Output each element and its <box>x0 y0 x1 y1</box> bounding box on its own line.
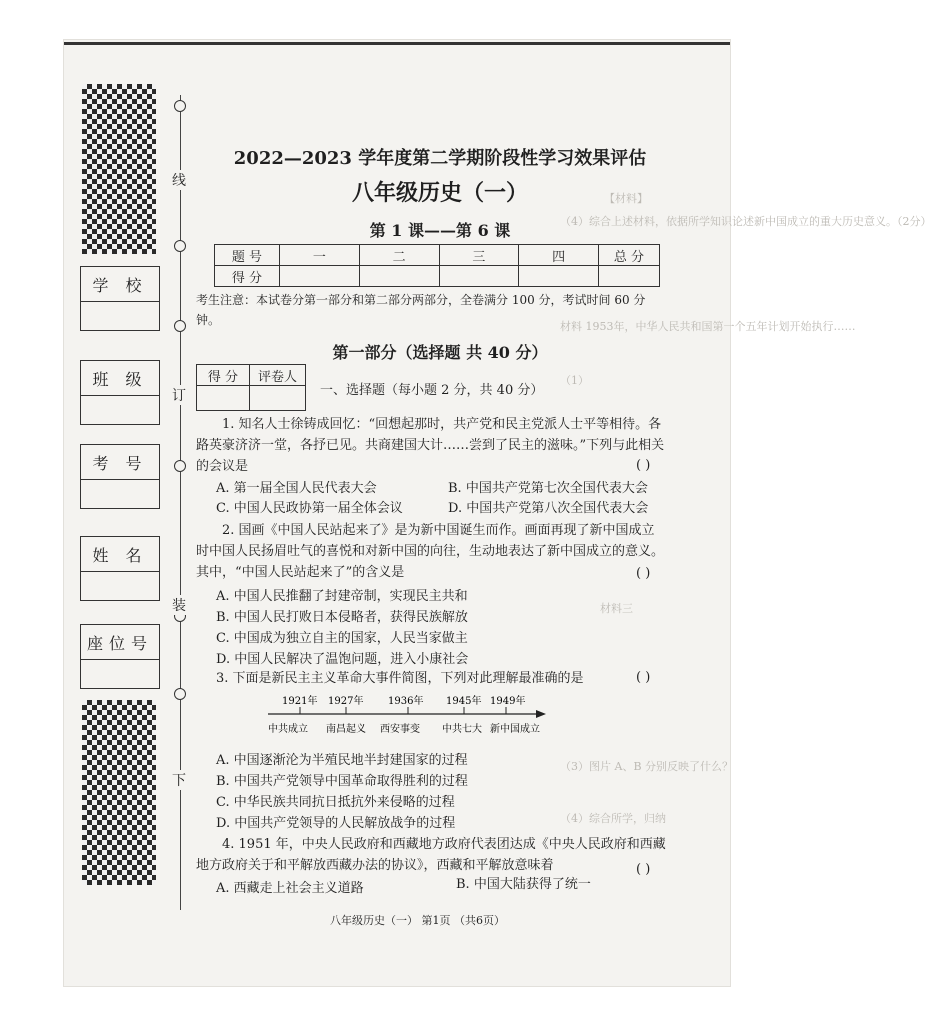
timeline-event: 南昌起义 <box>326 724 366 735</box>
score-row-label: 得 分 <box>215 266 280 287</box>
score-header-cell: 题 号 <box>215 245 280 266</box>
subject-title: 八年级历史（一） <box>351 180 528 206</box>
binding-hole <box>174 460 186 472</box>
q3-option-a[interactable]: A. 中国逐渐沦为半殖民地半封建国家的过程 <box>216 753 468 768</box>
binding-mark-xian: 线 <box>172 170 186 190</box>
score-table <box>214 244 660 287</box>
score-cell[interactable] <box>359 266 439 287</box>
q1-option-b[interactable]: B. 中国共产党第七次全国代表大会 <box>448 481 648 496</box>
binding-hole <box>174 320 186 332</box>
binding-mark-ding: 订 <box>172 385 186 405</box>
timeline-year: 1936年 <box>388 696 424 707</box>
timeline-year: 1945年 <box>446 696 482 707</box>
bleed-text: 材料三 <box>600 602 633 615</box>
bleed-text: 【材料】 <box>604 192 648 205</box>
timeline-year: 1921年 <box>282 696 318 707</box>
q4-option-a[interactable]: A. 西藏走上社会主义道路 <box>216 881 364 896</box>
q4-stem: 4. 1951 年，中央人民政府和西藏地方政府代表团达成《中央人民政府和西藏地方政府关于和平解放西藏办法的协议》，西藏和平解放意味着 <box>196 837 666 873</box>
q3-answer-blank[interactable]: ( ) <box>636 670 651 685</box>
bleed-text: （4）综合所学，归纳 <box>560 812 666 825</box>
name-field[interactable] <box>80 536 160 601</box>
page-footer: 八年级历史（一） 第1页 （共6页） <box>330 914 505 927</box>
q1-answer-blank[interactable]: ( ) <box>636 458 651 473</box>
q2-option-b[interactable]: B. 中国人民打败日本侵略者，获得民族解放 <box>216 610 468 625</box>
timeline-event: 中共成立 <box>268 724 308 735</box>
timeline-year: 1949年 <box>490 696 526 707</box>
school-label: 学 校 <box>92 275 148 295</box>
class-field[interactable] <box>80 360 160 425</box>
part1-title: 第一部分（选择题 共 40 分） <box>332 343 548 362</box>
binding-hole <box>174 688 186 700</box>
grader-table <box>196 364 306 411</box>
timeline-arrow <box>536 710 546 718</box>
q1-option-c[interactable]: C. 中国人民政协第一届全体会议 <box>216 501 403 516</box>
bleed-text: （1） <box>560 374 589 387</box>
binding-hole <box>174 100 186 112</box>
score-cell[interactable] <box>439 266 519 287</box>
grader-header: 得 分 <box>197 365 250 386</box>
timeline-year: 1927年 <box>328 696 364 707</box>
timeline-event: 新中国成立 <box>490 724 540 735</box>
exam-number-field[interactable] <box>80 444 160 509</box>
q3-timeline <box>260 690 560 740</box>
grader-header: 评卷人 <box>250 365 306 386</box>
grader-cell[interactable] <box>197 386 250 411</box>
timeline-event: 中共七大 <box>442 724 482 735</box>
score-cell[interactable] <box>280 266 360 287</box>
q3-option-c[interactable]: C. 中华民族共同抗日抵抗外来侵略的过程 <box>216 795 455 810</box>
checker-pattern <box>82 700 156 885</box>
section1-title: 一、选择题（每小题 2 分，共 40 分） <box>320 383 544 398</box>
exam-number-label: 考 号 <box>92 453 148 473</box>
q3-option-d[interactable]: D. 中国共产党领导的人民解放战争的过程 <box>216 816 456 831</box>
exam-title: 2022—2023 学年度第二学期阶段性学习效果评估 <box>233 148 647 169</box>
q1-stem: 1. 知名人士徐铸成回忆：“回想起那时，共产党和民主党派人士平等相待。各路英豪济济一堂，各抒已见。共商建国大计……尝到了民主的滋味。”下列与此相关的会议是 <box>196 417 665 474</box>
q2-stem: 2. 国画《中国人民站起来了》是为新中国诞生而作。画面再现了新中国成立时中国人民扬眉吐气的喜悦和对新中国的向往，生动地表达了新中国成立的意义。其中，“中国人民站起来了”的含义是 <box>196 523 665 580</box>
score-header-cell: 总 分 <box>599 245 660 266</box>
seat-number-field[interactable] <box>80 624 160 689</box>
bleed-text: 材料 1953年，中华人民共和国第一个五年计划开始执行…… <box>560 320 856 333</box>
binding-mark-xia: 下 <box>172 770 186 790</box>
class-label: 班 级 <box>92 369 148 389</box>
score-cell[interactable] <box>519 266 599 287</box>
bleed-text: （4）综合上述材料，依据所学知识论述新中国成立的重大历史意义。（2分） <box>560 215 932 228</box>
q1-option-a[interactable]: A. 第一届全国人民代表大会 <box>216 481 377 496</box>
bleed-text: （3）图片 A、B 分别反映了什么？ <box>560 760 734 773</box>
timeline-event: 西安事变 <box>380 724 420 735</box>
score-header-cell: 四 <box>519 245 599 266</box>
q4-option-b[interactable]: B. 中国大陆获得了统一 <box>456 877 591 892</box>
seat-number-label: 座位号 <box>86 633 153 653</box>
q2-option-c[interactable]: C. 中国成为独立自主的国家，人民当家做主 <box>216 631 468 646</box>
q2-answer-blank[interactable]: ( ) <box>636 566 651 581</box>
score-header-cell: 二 <box>359 245 439 266</box>
exam-notice: 考生注意：本试卷分第一部分和第二部分两部分，全卷满分 100 分，考试时间 60 分钟。 <box>196 293 646 327</box>
q2-option-d[interactable]: D. 中国人民解决了温饱问题，进入小康社会 <box>216 652 469 667</box>
q3-stem: 3. 下面是新民主主义革命大事件简图，下列对此理解最准确的是 <box>216 671 584 686</box>
q1-option-d[interactable]: D. 中国共产党第八次全国代表大会 <box>448 501 649 516</box>
q3-option-b[interactable]: B. 中国共产党领导中国革命取得胜利的过程 <box>216 774 468 789</box>
top-rule <box>64 42 730 45</box>
q4-answer-blank[interactable]: ( ) <box>636 862 651 877</box>
score-cell[interactable] <box>599 266 660 287</box>
grader-cell[interactable] <box>250 386 306 411</box>
school-field[interactable] <box>80 266 160 331</box>
binding-mark-zhuang: 装 <box>172 595 186 615</box>
name-label: 姓 名 <box>92 545 148 565</box>
score-header-cell: 三 <box>439 245 519 266</box>
checker-pattern <box>82 84 156 254</box>
binding-hole <box>174 240 186 252</box>
lesson-range: 第 1 课——第 6 课 <box>369 221 511 240</box>
q2-option-a[interactable]: A. 中国人民推翻了封建帝制，实现民主共和 <box>216 589 468 604</box>
score-header-cell: 一 <box>280 245 360 266</box>
